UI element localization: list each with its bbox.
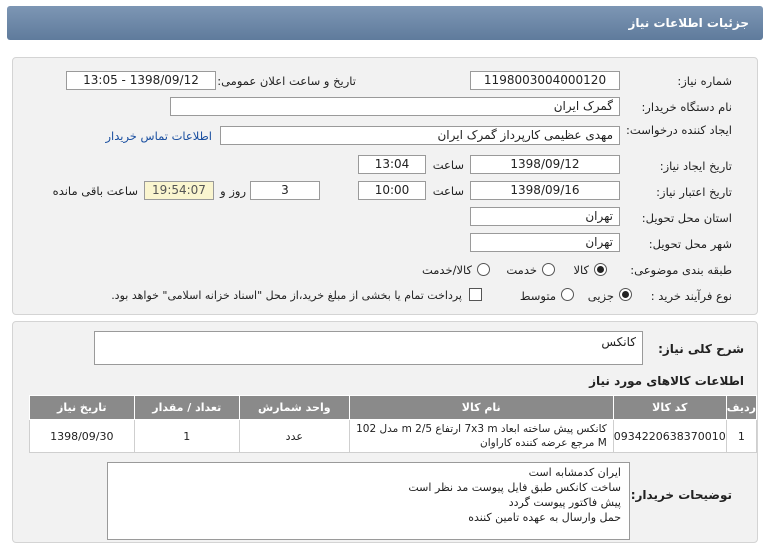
col-qty: تعداد / مقدار (134, 396, 239, 420)
buyer-note-line: ایران کدمشابه است (528, 466, 621, 479)
buyer-note-line: حمل وارسال به عهده تامین کننده (468, 511, 621, 524)
buyer-org-label: نام دستگاه خریدار: (641, 100, 732, 114)
description-label: شرح کلی نیاز: (658, 342, 744, 356)
need-number-field[interactable]: 1198003004000120 (470, 71, 620, 90)
col-row: ردیف (726, 396, 756, 420)
cell-unit: عدد (239, 420, 349, 453)
category-goods-service-label: کالا/خدمت (421, 263, 472, 277)
validity-time-label: ساعت (432, 184, 464, 198)
cell-qty: 1 (134, 420, 239, 453)
description-field[interactable]: کانکس (94, 331, 643, 365)
buyer-notes-label: توضیحات خریدار: (630, 488, 732, 502)
page-title: جزئیات اطلاعات نیاز (7, 6, 763, 40)
items-section-title: اطلاعات کالاهای مورد نیاز (589, 374, 744, 388)
remaining-time-label: ساعت باقی مانده (52, 184, 138, 198)
created-time-field[interactable]: 13:04 (358, 155, 426, 174)
col-unit: واحد شمارش (239, 396, 349, 420)
table-row[interactable] (30, 420, 757, 453)
validity-time-field[interactable]: 10:00 (358, 181, 426, 200)
buyer-note-line: ساخت کانکس طبق فایل پیوست مد نظر است (408, 481, 621, 494)
items-table (29, 395, 757, 453)
cell-date: 1398/09/30 (30, 420, 135, 453)
announce-datetime-field[interactable]: 1398/09/12 - 13:05 (66, 71, 216, 90)
process-minor-label: جزیی (587, 289, 614, 303)
col-code: کد کالا (613, 396, 726, 420)
category-goods-radio[interactable] (594, 263, 607, 276)
requester-field[interactable]: مهدی عظیمی کارپرداز گمرک ایران (220, 126, 620, 145)
category-service-label: خدمت (506, 263, 537, 277)
category-label: طبقه بندی موضوعی: (630, 263, 732, 277)
treasury-payment-checkbox[interactable] (469, 288, 482, 301)
province-field[interactable]: تهران (470, 207, 620, 226)
buyer-contact-link[interactable]: اطلاعات تماس خریدار (105, 129, 212, 143)
validity-date-label: تاریخ اعتبار نیاز: (656, 185, 732, 199)
cell-name: کانکس پیش ساخته ابعاد 7x3 m ارتفاع 2/5 m مدل 102 M مرجع عرضه کننده کاراوان (349, 420, 613, 453)
category-goods-service-radio[interactable] (477, 263, 490, 276)
category-goods-label: کالا (573, 263, 589, 277)
created-time-label: ساعت (432, 158, 464, 172)
cell-row: 1 (726, 420, 756, 453)
created-date-field[interactable]: 1398/09/12 (470, 155, 620, 174)
col-date: تاریخ نیاز (30, 396, 135, 420)
city-label: شهر محل تحویل: (648, 237, 732, 251)
buyer-org-field[interactable]: گمرک ایران (170, 97, 620, 116)
cell-code: 0934220638370010 (613, 420, 726, 453)
treasury-payment-note: پرداخت تمام یا بخشی از مبلغ خرید،از محل "اسناد خزانه اسلامی" خواهد بود. (111, 289, 462, 302)
city-field[interactable]: تهران (470, 233, 620, 252)
need-number-label: شماره نیاز: (677, 74, 732, 88)
remaining-days-field[interactable]: 3 (250, 181, 320, 200)
requester-label: ایجاد کننده درخواست: (626, 123, 732, 137)
buyer-notes-field (107, 462, 630, 540)
days-label: روز و (220, 184, 246, 198)
announce-datetime-label: تاریخ و ساعت اعلان عمومی: (217, 74, 356, 88)
province-label: استان محل تحویل: (641, 211, 732, 225)
process-label: نوع فرآیند خرید : (650, 289, 732, 303)
process-minor-radio[interactable] (619, 288, 632, 301)
col-name: نام کالا (349, 396, 613, 420)
buyer-note-line: پیش فاکتور پیوست گردد (508, 496, 621, 509)
process-medium-radio[interactable] (561, 288, 574, 301)
remaining-time-field: 19:54:07 (144, 181, 214, 200)
process-medium-label: متوسط (519, 289, 556, 303)
created-date-label: تاریخ ایجاد نیاز: (659, 159, 732, 173)
category-service-radio[interactable] (542, 263, 555, 276)
validity-date-field[interactable]: 1398/09/16 (470, 181, 620, 200)
